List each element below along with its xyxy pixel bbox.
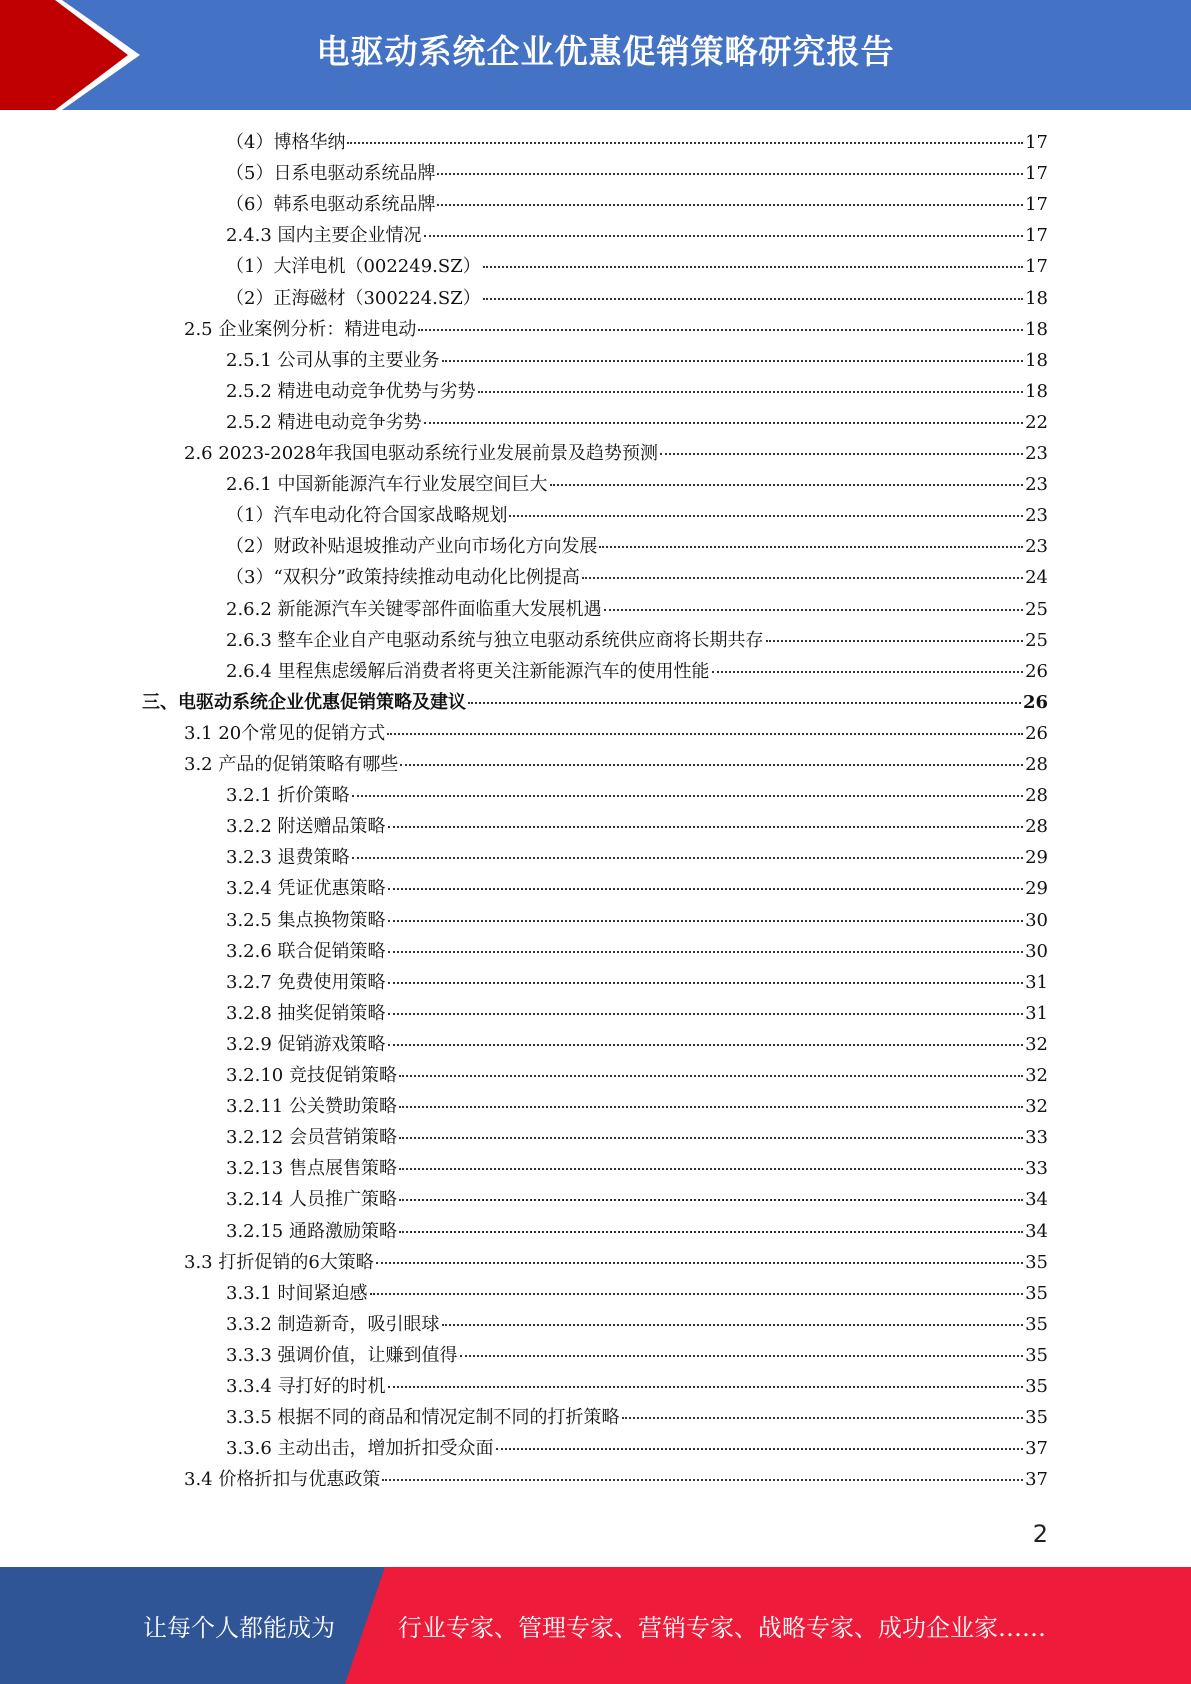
toc-leader-dots (460, 1354, 1024, 1357)
toc-leader-dots (399, 1105, 1023, 1108)
toc-entry-page: 17 (1025, 194, 1048, 216)
toc-entry-label: 3.4 价格折扣与优惠政策 (184, 1469, 381, 1491)
toc-entry-page: 26 (1022, 691, 1048, 713)
toc-entry-page: 23 (1025, 443, 1048, 464)
toc-leader-dots (399, 1167, 1023, 1170)
toc-entry-page: 28 (1025, 816, 1048, 838)
toc-entry-page: 24 (1025, 567, 1048, 589)
toc-entry[interactable] (226, 376, 1048, 407)
toc-entry-label: 3.2 产品的促销策略有哪些 (184, 754, 399, 775)
toc-leader-dots (382, 1478, 1023, 1481)
page-header (0, 0, 1191, 110)
toc-entry[interactable] (226, 967, 1048, 998)
toc-entry[interactable] (142, 687, 1048, 718)
toc-leader-dots (468, 701, 1021, 704)
toc-leader-dots (599, 545, 1023, 548)
toc-entry-label: 3.2.12 会员营销策略 (226, 1127, 397, 1149)
toc-entry[interactable] (226, 1340, 1048, 1371)
toc-entry-label: 3.3.3 强调价值，让赚到值得 (226, 1344, 458, 1366)
toc-leader-dots (582, 576, 1023, 579)
toc-entry-page: 26 (1025, 660, 1048, 682)
toc-entry[interactable] (226, 1060, 1048, 1091)
toc-entry[interactable] (226, 1153, 1048, 1184)
toc-leader-dots (622, 1416, 1024, 1419)
toc-entry-label: 3.2.6 联合促销策略 (226, 940, 386, 962)
toc-entry-label: 2.6.4 里程焦虑缓解后消费者将更关注新能源汽车的使用性能 (226, 660, 710, 682)
toc-entry[interactable] (184, 718, 1048, 749)
toc-leader-dots (483, 265, 1023, 268)
toc-entry-label: 3.2.4 凭证优惠策略 (226, 878, 386, 900)
toc-leader-dots (550, 483, 1024, 486)
toc-entry[interactable] (226, 251, 1048, 282)
toc-leader-dots (418, 328, 1023, 331)
toc-entry[interactable] (226, 656, 1048, 687)
toc-entry[interactable] (184, 314, 1048, 345)
toc-leader-dots (424, 421, 1024, 424)
toc-leader-dots (388, 1385, 1024, 1388)
toc-leader-dots (442, 1323, 1024, 1326)
toc-entry[interactable] (226, 1029, 1048, 1060)
toc-entry-page: 23 (1025, 536, 1048, 558)
toc-entry[interactable] (226, 1278, 1048, 1309)
toc-entry[interactable] (226, 1402, 1048, 1433)
page-footer (0, 1567, 1191, 1684)
toc-entry-label: （1）大洋电机（002249.SZ） (226, 256, 481, 278)
toc-entry[interactable] (184, 1247, 1048, 1278)
toc-entry-page: 17 (1025, 256, 1048, 278)
toc-entry-label: 2.5 企业案例分析：精进电动 (184, 318, 417, 340)
toc-leader-dots (766, 639, 1024, 642)
toc-entry-page: 30 (1025, 909, 1048, 931)
toc-entry-page: 35 (1025, 1313, 1048, 1335)
toc-entry[interactable] (226, 998, 1048, 1029)
toc-leader-dots (509, 514, 1023, 517)
toc-leader-dots (442, 359, 1024, 362)
toc-leader-dots (388, 950, 1024, 953)
toc-leader-dots (388, 1043, 1024, 1046)
toc-entry-page: 35 (1025, 1407, 1048, 1429)
toc-entry[interactable] (226, 1371, 1048, 1402)
toc-entry[interactable] (226, 625, 1048, 656)
toc-entry[interactable] (226, 780, 1048, 811)
toc-entry-page: 32 (1025, 1065, 1048, 1086)
toc-entry-page: 28 (1025, 785, 1048, 807)
toc-entry-page: 30 (1025, 940, 1048, 962)
toc-entry[interactable] (226, 811, 1048, 842)
toc-entry-label: 2.6 2023-2028年我国电驱动系统行业发展前景及趋势预测 (184, 443, 659, 464)
toc-entry-page: 34 (1025, 1220, 1048, 1242)
toc-leader-dots (399, 1074, 1023, 1077)
toc-entry-label: 2.6.1 中国新能源汽车行业发展空间巨大 (226, 474, 548, 496)
toc-entry-page: 18 (1025, 287, 1048, 309)
toc-entry[interactable] (226, 531, 1048, 562)
toc-entry-label: （3）“双积分”政策持续推动电动化比例提高 (226, 567, 580, 589)
toc-leader-dots (399, 1198, 1023, 1201)
toc-leader-dots (604, 608, 1024, 611)
toc-entry-label: 3.2.5 集点换物策略 (226, 909, 386, 931)
toc-leader-dots (712, 670, 1024, 673)
toc-entry-label: 2.5.2 精进电动竞争优势与劣势 (226, 380, 476, 402)
toc-entry-label: 3.2.2 附送赠品策略 (226, 816, 386, 838)
toc-entry-page: 33 (1025, 1158, 1048, 1180)
toc-entry-page: 35 (1025, 1376, 1048, 1397)
toc-leader-dots (387, 732, 1023, 735)
toc-entry-page: 17 (1025, 163, 1048, 185)
toc-entry-page: 35 (1025, 1282, 1048, 1304)
toc-entry-page: 37 (1025, 1469, 1048, 1491)
toc-entry-page: 32 (1025, 1096, 1048, 1118)
toc-entry-label: 3.1 20个常见的促销方式 (184, 722, 386, 744)
toc-entry[interactable] (226, 1216, 1048, 1247)
toc-entry-label: （1）汽车电动化符合国家战略规划 (226, 505, 508, 527)
toc-leader-dots (352, 794, 1024, 797)
toc-leader-dots (376, 1261, 1023, 1264)
toc-entry-label: 3.2.3 退费策略 (226, 847, 350, 869)
toc-entry[interactable] (226, 1309, 1048, 1340)
toc-entry-page: 25 (1025, 598, 1048, 620)
toc-entry-label: 3.3.1 时间紧迫感 (226, 1282, 368, 1304)
footer-slogan-right: 行业专家、管理专家、营销专家、战略专家、成功企业家…… (398, 1614, 1046, 1642)
toc-entry-label: 3.2.1 折价策略 (226, 785, 350, 807)
toc-leader-dots (437, 203, 1023, 206)
toc-entry-page: 34 (1025, 1189, 1048, 1211)
toc-entry[interactable] (226, 500, 1048, 531)
toc-entry-label: 3.2.14 人员推广策略 (226, 1189, 397, 1211)
toc-entry-page: 29 (1025, 878, 1048, 900)
toc-entry-label: 3.2.10 竞技促销策略 (226, 1065, 397, 1086)
toc-entry-label: 3.3.6 主动出击，增加折扣受众面 (226, 1438, 494, 1460)
toc-leader-dots (399, 1136, 1023, 1139)
toc-entry-label: 3.3.2 制造新奇，吸引眼球 (226, 1313, 440, 1335)
toc-entry-page: 35 (1025, 1344, 1048, 1366)
toc-leader-dots (424, 234, 1024, 237)
toc-entry[interactable] (226, 1122, 1048, 1153)
toc-leader-dots (496, 1447, 1024, 1450)
toc-leader-dots (388, 887, 1024, 890)
toc-entry-page: 17 (1025, 225, 1048, 247)
toc-entry-label: 3.3.4 寻打好的时机 (226, 1376, 386, 1397)
toc-entry[interactable] (226, 562, 1048, 593)
toc-entry-label: 3.2.7 免费使用策略 (226, 971, 386, 993)
toc-entry[interactable] (226, 905, 1048, 936)
toc-entry-page: 25 (1025, 629, 1048, 651)
toc-entry-page: 26 (1025, 722, 1048, 744)
page-number: 2 (1032, 1520, 1048, 1548)
toc-entry[interactable] (226, 1184, 1048, 1215)
toc-entry[interactable] (226, 469, 1048, 500)
toc-entry-label: 三、电驱动系统企业优惠促销策略及建议 (142, 691, 466, 713)
toc-leader-dots (483, 297, 1023, 300)
toc-entry[interactable] (226, 842, 1048, 873)
toc-entry-page: 17 (1025, 132, 1048, 153)
toc-entry-label: 2.6.3 整车企业自产电驱动系统与独立电驱动系统供应商将长期共存 (226, 629, 764, 651)
toc-entry[interactable] (226, 220, 1048, 251)
toc-entry[interactable] (226, 873, 1048, 904)
toc-entry[interactable] (226, 936, 1048, 967)
toc-entry[interactable] (226, 1433, 1048, 1464)
toc-leader-dots (388, 1012, 1024, 1015)
toc-entry-page: 35 (1025, 1251, 1048, 1273)
footer-slogan-left: 让每个人都能成为 (143, 1614, 335, 1642)
toc-entry-label: （2）正海磁材（300224.SZ） (226, 287, 481, 309)
toc-leader-dots (437, 172, 1023, 175)
toc-entry-label: 3.2.9 促销游戏策略 (226, 1033, 386, 1055)
toc-entry-label: 3.2.8 抽奖促销策略 (226, 1002, 386, 1024)
toc-leader-dots (370, 1292, 1024, 1295)
toc-leader-dots (400, 763, 1023, 766)
toc-entry-label: 3.3.5 根据不同的商品和情况定制不同的打折策略 (226, 1407, 620, 1429)
toc-entry-page: 18 (1025, 349, 1048, 371)
toc-entry[interactable] (226, 158, 1048, 189)
toc-entry-label: 3.2.11 公关赞助策略 (226, 1096, 397, 1118)
toc-entry-page: 31 (1025, 971, 1048, 993)
toc-entry-label: （5）日系电驱动系统品牌 (226, 163, 436, 185)
toc-entry-page: 33 (1025, 1127, 1048, 1149)
toc-entry-page: 32 (1025, 1033, 1048, 1055)
report-title: 电驱动系统企业优惠促销策略研究报告 (316, 32, 895, 71)
toc-entry-page: 23 (1025, 505, 1048, 527)
toc-entry-label: 2.5.1 公司从事的主要业务 (226, 349, 440, 371)
toc-entry-label: 3.2.13 售点展售策略 (226, 1158, 397, 1180)
toc-entry-page: 23 (1025, 474, 1048, 496)
toc-leader-dots (388, 981, 1024, 984)
toc-entry-page: 28 (1025, 754, 1048, 775)
toc-leader-dots (352, 856, 1024, 859)
toc-entry[interactable] (184, 438, 1048, 469)
toc-entry-label: （4）博格华纳 (226, 132, 346, 153)
toc-entry[interactable] (226, 1091, 1048, 1122)
toc-entry-label: 2.5.2 精进电动竞争劣势 (226, 411, 422, 433)
toc-entry[interactable] (226, 594, 1048, 625)
toc-entry[interactable] (226, 189, 1048, 220)
toc-entry-label: 2.6.2 新能源汽车关键零部件面临重大发展机遇 (226, 598, 602, 620)
toc-leader-dots (399, 1230, 1023, 1233)
toc-entry[interactable] (226, 345, 1048, 376)
toc-entry-label: 3.2.15 通路激励策略 (226, 1220, 397, 1242)
toc-entry[interactable] (226, 283, 1048, 314)
toc-entry-label: 2.4.3 国内主要企业情况 (226, 225, 422, 247)
toc-leader-dots (660, 452, 1023, 455)
toc-entry[interactable] (226, 407, 1048, 438)
toc-entry-page: 22 (1025, 411, 1048, 433)
toc-entry-page: 18 (1025, 318, 1048, 340)
toc-entry-page: 31 (1025, 1002, 1048, 1024)
toc-leader-dots (478, 390, 1024, 393)
toc-leader-dots (388, 919, 1024, 922)
toc-leader-dots (347, 141, 1023, 144)
toc-entry-label: （6）韩系电驱动系统品牌 (226, 194, 436, 216)
toc-entry[interactable] (184, 749, 1048, 780)
toc-entry-page: 29 (1025, 847, 1048, 869)
toc-entry-label: （2）财政补贴退坡推动产业向市场化方向发展 (226, 536, 598, 558)
toc-entry-label: 3.3 打折促销的6大策略 (184, 1251, 374, 1273)
toc-leader-dots (388, 825, 1024, 828)
toc-entry-page: 18 (1025, 380, 1048, 402)
toc-entry[interactable] (226, 127, 1048, 158)
toc-entry-page: 37 (1025, 1438, 1048, 1460)
toc-entry[interactable] (184, 1464, 1048, 1495)
